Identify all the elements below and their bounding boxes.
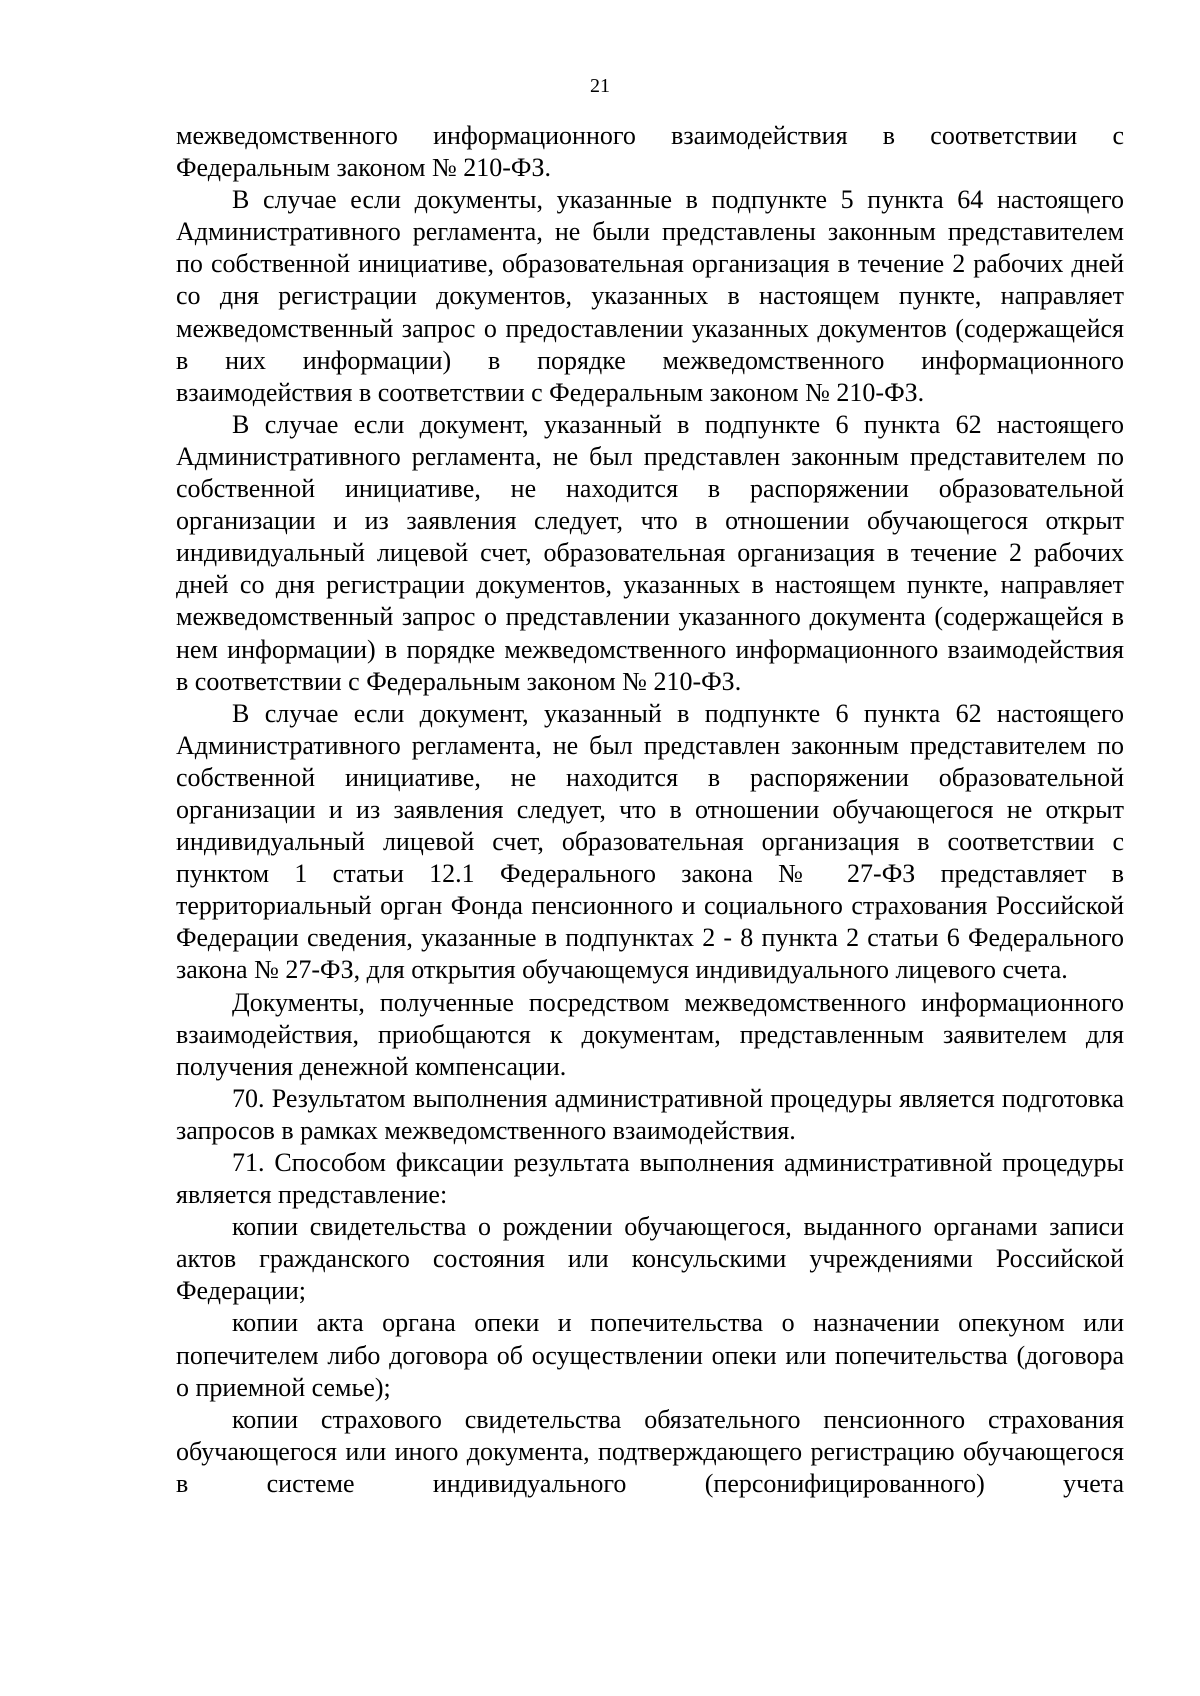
list-item: копии страхового свидетельства обязательного пенсионного страхования обучающегося или иного документа, подтверждающего регистрацию обучающегося в системе индивидуального (персонифицированного) учета (176, 1404, 1124, 1498)
paragraph: В случае если документы, указанные в подпункте 5 пункта 64 настоящего Административного регламента, не были представлены законным представителем по собственной инициативе, образовательная организация в течение 2 рабочих дней со дня регистрации документов, указанных в настоящем пункте, направляет межведомственный запрос о предоставлении указанных документов (содержащейся в них информации) в порядке межведомственного информационного взаимодействия в соответствии с Федеральным законом № 210-ФЗ. (176, 185, 1124, 407)
list-item: копии акта органа опеки и попечительства о назначении опекуном или попечителем либо договора об осуществлении опеки или попечительства (договора о приемной семье); (176, 1308, 1124, 1402)
list-item: копии свидетельства о рождении обучающегося, выданного органами записи актов гражданского состояния или консульскими учреждениями Российской Федерации; (176, 1212, 1124, 1306)
paragraph: В случае если документ, указанный в подпункте 6 пункта 62 настоящего Административного регламента, не был представлен законным представителем по собственной инициативе, не находится в распоряжении образовательной организации и из заявления следует, что в отношении обучающегося открыт индивидуальный лицевой счет, образовательная организация в течение 2 рабочих дней со дня регистрации документов, указанных в настоящем пункте, направляет межведомственный запрос о представлении указанного документа (содержащейся в нем информации) в порядке межведомственного информационного взаимодействия в соответствии с Федеральным законом № 210-ФЗ. (176, 409, 1124, 696)
paragraph-item-70: 70. Результатом выполнения административной процедуры является подготовка запросов в рамках межведомственного взаимодействия. (176, 1083, 1124, 1145)
paragraph: В случае если документ, указанный в подпункте 6 пункта 62 настоящего Административного регламента, не был представлен законным представителем по собственной инициативе, не находится в распоряжении образовательной организации и из заявления следует, что в отношении обучающегося не открыт индивидуальный лицевой счет, образовательная организация в соответствии с пунктом 1 статьи 12.1 Федерального закона № 27-ФЗ представляет в территориальный орган Фонда пенсионного и социального страхования Российской Федерации сведения, указанные в подпунктах 2 - 8 пункта 2 статьи 6 Федерального закона № 27-ФЗ, для открытия обучающемуся индивидуального лицевого счета. (176, 698, 1124, 985)
paragraph: Документы, полученные посредством межведомственного информационного взаимодействия, приобщаются к документам, представленным заявителем для получения денежной компенсации. (176, 987, 1124, 1081)
paragraph-item-71: 71. Способом фиксации результата выполнения административной процедуры является представление: (176, 1148, 1124, 1210)
document-body (176, 120, 1124, 1500)
page-number: 21 (590, 75, 610, 97)
paragraph-continuation: межведомственного информационного взаимодействия в соответствии с Федеральным законом № 210-ФЗ. (176, 121, 1124, 183)
